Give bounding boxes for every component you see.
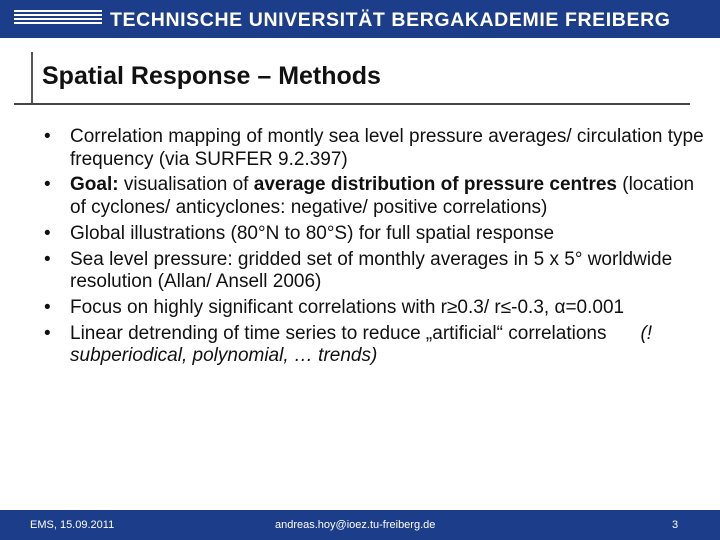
bullet-emphasis: average distribution of pressure centres (253, 174, 617, 196)
bullet-text: Sea level pressure: gridded set of monthly averages in 5 x 5° worldwide resolution (Allan/ Ansell 2006) (70, 248, 673, 293)
bullet-italic-note: (! subperiodical, polynomial, … trends) (70, 322, 653, 367)
footer-band (0, 510, 720, 540)
bullet-dot-icon: • (44, 174, 51, 196)
bullet-text: Global illustrations (80°N to 80°S) for full spatial response (70, 222, 555, 244)
bullet-text: Linear detrending of time series to reduce „artificial“ correlations (70, 322, 607, 344)
bullet-text: Correlation mapping of montly sea level pressure averages/ circulation type frequency (via SURFER 9.2.397) (70, 126, 704, 170)
bullet-item (44, 174, 704, 219)
footer-page-number: 3 (672, 519, 679, 531)
bullet-item (44, 249, 704, 294)
bullet-dot-icon: • (44, 126, 51, 147)
slide-title: Spatial Response – Methods (42, 62, 381, 90)
title-underline (14, 103, 690, 105)
bullet-dot-icon: • (44, 222, 51, 244)
bullet-list (44, 126, 704, 371)
bullet-item (44, 297, 704, 320)
university-logo-mark (14, 10, 102, 28)
bullet-item (44, 323, 704, 368)
footer-date: EMS, 15.09.2011 (30, 519, 115, 531)
university-name: TECHNISCHE UNIVERSITÄT BERGAKADEMIE FREIBERG (110, 9, 671, 31)
bullet-dot-icon: • (44, 296, 51, 318)
bullet-text: (location of cyclones/ anticyclones: negative/ positive correlations) (70, 174, 695, 219)
bullet-text: visualisation of (118, 174, 254, 196)
bullet-text: Focus on highly significant correlations with r≥0.3/ r≤-0.3, α=0.001 (70, 296, 625, 318)
title-vertical-rule (31, 52, 33, 104)
footer-email: andreas.hoy@ioez.tu-freiberg.de (275, 519, 436, 531)
bullet-item (44, 223, 704, 246)
bullet-item (44, 126, 704, 171)
bullet-dot-icon: • (44, 248, 51, 270)
header-band (0, 0, 720, 38)
bullet-dot-icon: • (44, 322, 51, 344)
bullet-goal-label: Goal: (70, 174, 119, 196)
